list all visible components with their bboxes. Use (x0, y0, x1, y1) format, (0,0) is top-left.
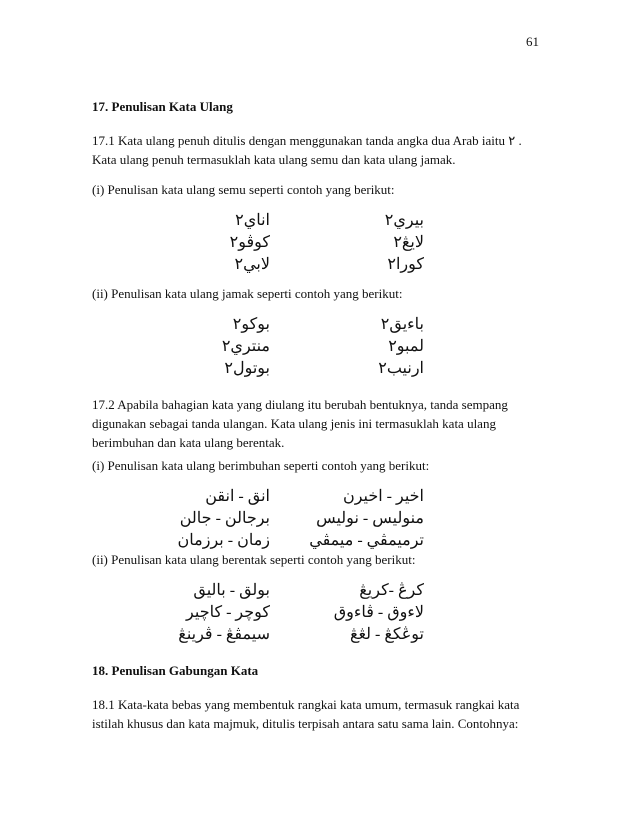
example-word: اناي٢ (235, 212, 270, 229)
example-word: انق - انقن (205, 488, 270, 505)
example-word: منتري٢ (221, 338, 270, 355)
example-word: بيري٢ (384, 212, 424, 229)
example-word: زمان - برزمان (177, 532, 270, 549)
subheading-berentak: (ii) Penulisan kata ulang berentak seperti contoh yang berikut: (92, 552, 416, 567)
example-word: بوكو٢ (232, 316, 270, 333)
section-17-heading: 17. Penulisan Kata Ulang (92, 99, 233, 114)
example-word: لايڠ٢ (393, 234, 424, 251)
example-word: اخير - اخيرن (342, 488, 424, 505)
example-word: كوچر - كاچير (186, 604, 270, 621)
example-word: ترميمڤي - ميمڤي (309, 532, 424, 549)
section-18-heading: 18. Penulisan Gabungan Kata (92, 663, 259, 678)
example-word: لابي٢ (234, 256, 270, 273)
example-word: كورا٢ (387, 256, 424, 273)
paragraph-17-2: 17.2 Apabila bahagian kata yang diulang itu berubah bentuknya, tanda sempang digunakan sebagai tanda ulangan. Kata ulang jenis ini termasuklah kata ulang berimbuhan dan kata ulang berentak. (92, 397, 508, 450)
example-word: بولق - باليق (193, 582, 270, 599)
example-word: ارنيب٢ (378, 360, 424, 377)
example-word: توڠكڠ - لڠڠ (349, 626, 424, 643)
example-word: كوڤو٢ (229, 234, 270, 251)
example-word: منوليس - نوليس (316, 510, 424, 527)
example-word: كرڠ -كريڠ (359, 582, 424, 599)
page-number: 61 (526, 34, 539, 49)
example-word: لمبو٢ (388, 338, 424, 355)
example-word: سيمڤڠ - ڤرينڠ (178, 626, 270, 643)
example-word: لاءوق - ڤاءوق (333, 604, 424, 621)
example-word: برجالن - جالن (179, 510, 270, 527)
subheading-berimbuhan: (i) Penulisan kata ulang berimbuhan seperti contoh yang berikut: (92, 458, 430, 473)
example-word: بوتول٢ (224, 360, 270, 377)
paragraph-17-1: 17.1 Kata ulang penuh ditulis dengan menggunakan tanda angka dua Arab iaitu ٢ . Kata ulang penuh termasuklah kata ulang semu dan kata ulang jamak. (92, 133, 522, 167)
example-word: باءيق٢ (380, 316, 424, 333)
subheading-jamak: (ii) Penulisan kata ulang jamak seperti contoh yang berikut: (92, 286, 403, 301)
paragraph-18-1: 18.1 Kata-kata bebas yang membentuk rangkai kata umum, termasuk rangkai kata istilah khusus dan kata majmuk, ditulis terpisah antara satu sama lain. Contohnya: (92, 697, 520, 731)
subheading-semu: (i) Penulisan kata ulang semu seperti contoh yang berikut: (92, 182, 395, 197)
